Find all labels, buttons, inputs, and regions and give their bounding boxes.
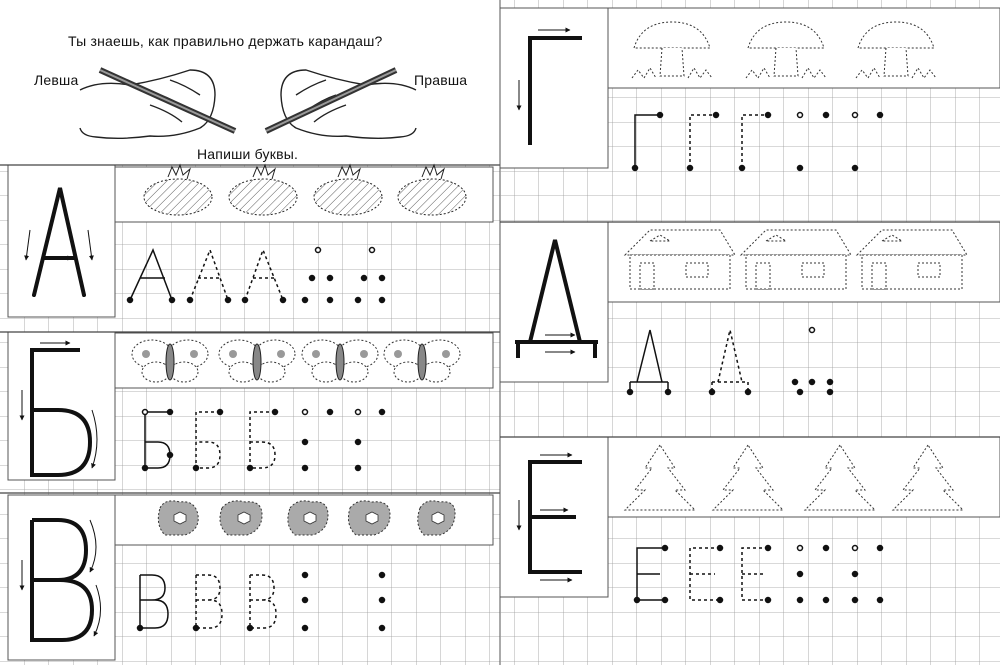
- left-hand-icon: [80, 70, 215, 138]
- left-hand-label: Левша: [34, 72, 79, 88]
- right-hand-label: Правша: [414, 72, 468, 88]
- instruction-text: Напиши буквы.: [197, 146, 299, 162]
- right-hand-icon: [281, 70, 416, 138]
- mushroom-icon: [632, 22, 936, 78]
- question-text: Ты знаешь, как правильно держать карандаш?: [68, 33, 383, 49]
- house-icon: [625, 230, 967, 289]
